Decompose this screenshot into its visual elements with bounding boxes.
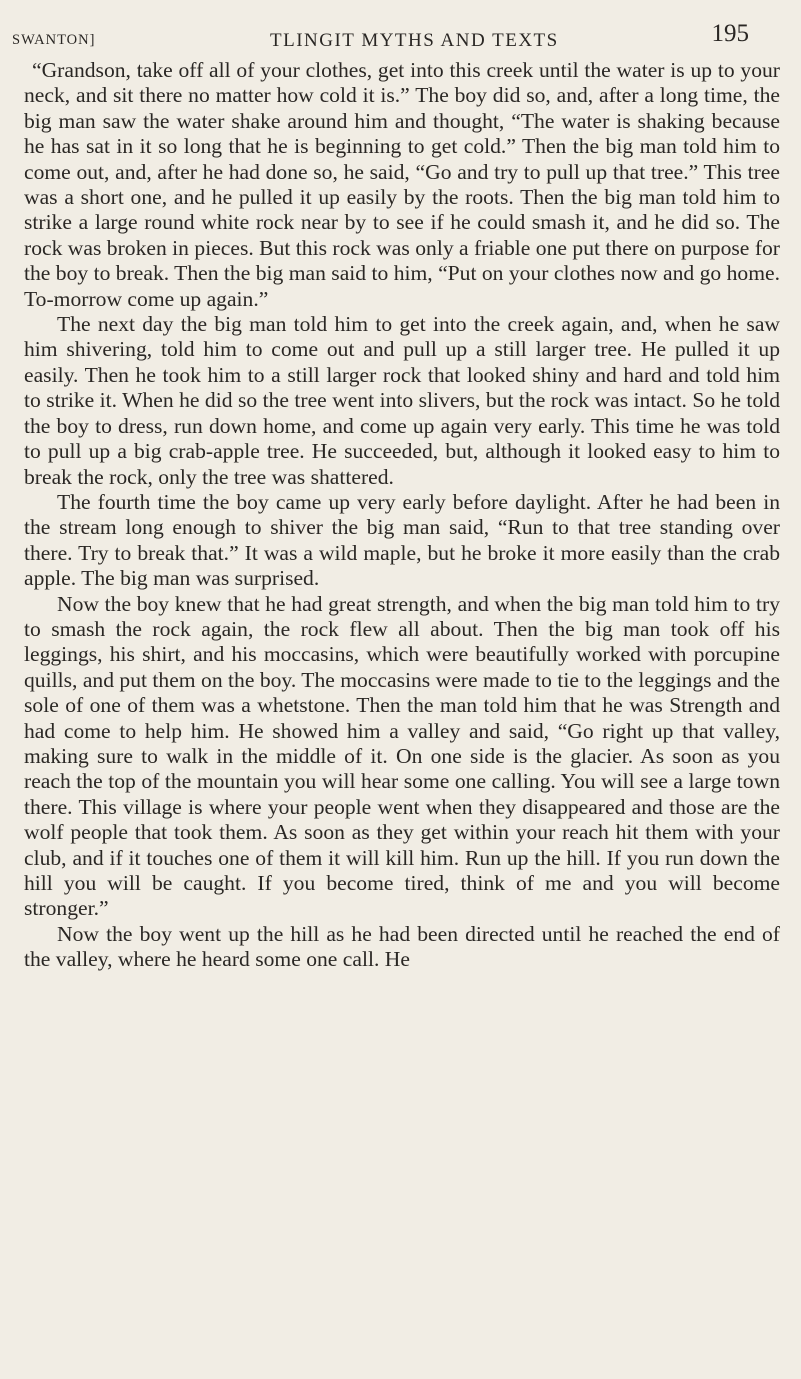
paragraph-2: The next day the big man told him to get into the creek again, and, when he saw him shivering, told him to come out and pull up a still larger tree. He pulled it up easily. Then he took him to a still larger rock that looked shiny and hard and told him to strike it. When he did so the tree went into slivers, but the rock was intact. So he told the boy to dress, run down home, and come up again very early. This time he was told to pull up a big crab-apple tree. He succeeded, but, although it looked easy to him to break the rock, only the tree was shattered.: [24, 312, 780, 489]
paragraph-1: “Grandson, take off all of your clothes, get into this creek until the water is up to your neck, and sit there no matter how cold it is.” The boy did so, and, after a long time, the big man saw the water shake around him and thought, “The water is shaking because he has sat in it so long that he is beginning to get cold.” Then the big man told him to come out, and, after he had done so, he said, “Go and try to pull up that tree.” This tree was a short one, and he pulled it up easily by the roots. Then the big man told him to strike a large round white rock near by to see if he could smash it, and he did so. The rock was broken in pieces. But this rock was only a friable one put there on purpose for the boy to break. Then the big man said to him, “Put on your clothes now and go home. To-morrow come up again.”: [24, 58, 780, 311]
body-text: [24, 58, 780, 973]
paragraph-5: Now the boy went up the hill as he had been directed until he reached the end of the valley, where he heard some one call. He: [24, 921, 780, 972]
paragraph-4: Now the boy knew that he had great strength, and when the big man told him to try to smash the rock again, the rock flew all about. Then the big man took off his leggings, his shirt, and his moccasins, which were beautifully worked with porcupine quills, and put them on the boy. The moccasins were made to tie to the leggings and the sole of one of them was a whetstone. Then the man told him that he was Strength and had come to help him. He showed him a valley and said, “Go right up that valley, making sure to walk in the middle of it. On one side is the glacier. As soon as you reach the top of the mountain you will hear some one calling. You will see a large town there. This village is where your people went when they disappeared and those are the wolf people that took them. As soon as they get within your reach hit them with your club, and if it touches one of them it will kill him. Run up the hill. If you run down the hill you will be caught. If you become tired, think of me and you will become stronger.”: [24, 591, 780, 921]
page-number: 195: [711, 20, 749, 47]
running-head: [12, 22, 789, 62]
book-title-running-head: TLINGIT MYTHS AND TEXTS: [270, 30, 559, 51]
author-running-head: SWANTON]: [12, 32, 96, 48]
paragraph-3: The fourth time the boy came up very early before daylight. After he had been in the stream long enough to shiver the big man said, “Run to that tree standing over there. Try to break that.” It was a wild maple, but he broke it more easily than the crab apple. The big man was surprised.: [24, 489, 780, 591]
